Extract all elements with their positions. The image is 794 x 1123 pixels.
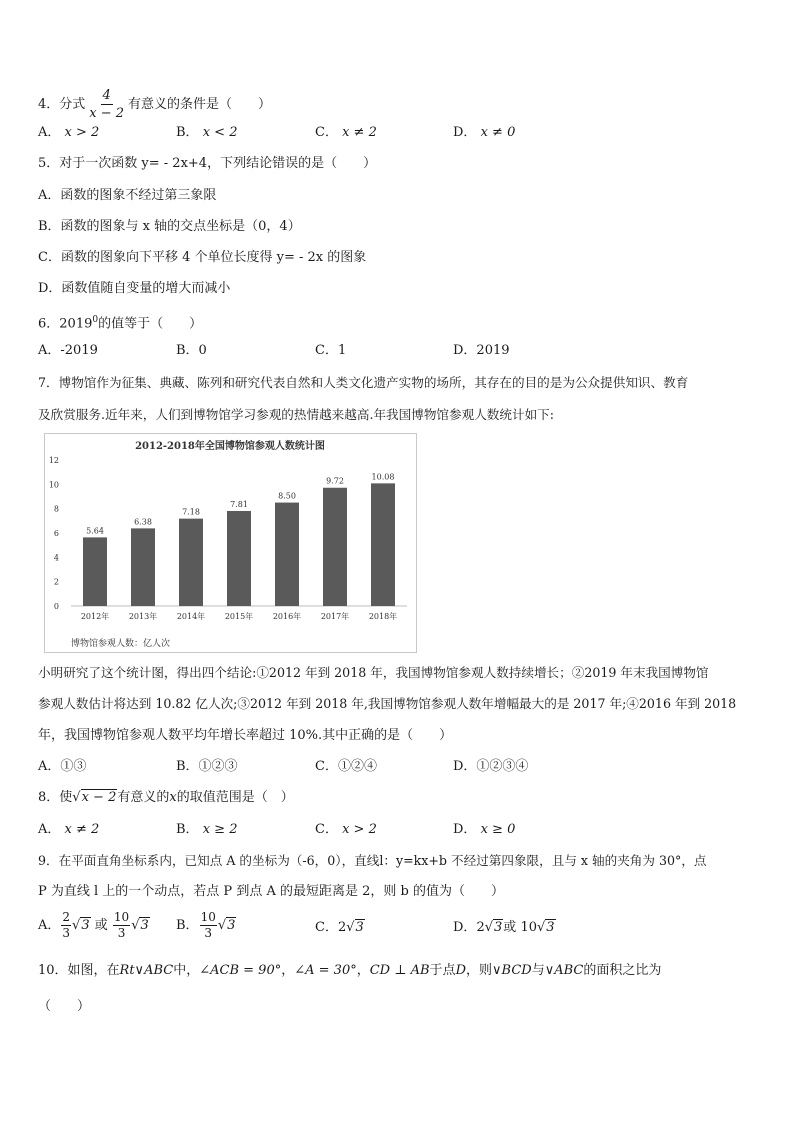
q4-option-b: B． x < 2 bbox=[176, 125, 238, 140]
q8-option-b: B． x ≥ 2 bbox=[176, 822, 238, 837]
bar-value-label: 9.72 bbox=[326, 476, 344, 486]
y-tick-label: 12 bbox=[48, 456, 59, 465]
x-tick-label: 2017年 bbox=[320, 612, 350, 621]
bar bbox=[275, 503, 299, 606]
y-tick-label: 6 bbox=[53, 529, 59, 538]
q4-option-a: A． x > 2 bbox=[38, 125, 100, 140]
y-tick-label: 8 bbox=[53, 504, 59, 514]
q5-option-a: A．函数的图象不经过第三象限 bbox=[38, 188, 217, 203]
museum-visitors-chart bbox=[44, 433, 417, 653]
bar bbox=[227, 511, 251, 606]
q7-stem-line1: 7．博物馆作为征集、典藏、陈列和研究代表自然和人类文化遗产实物的场所，其存在的目的是为公众提供知识、教育 bbox=[38, 375, 689, 390]
q6-option-c: C．1 bbox=[315, 343, 347, 358]
q7-option-d: D．①②③④ bbox=[453, 759, 529, 774]
q9-option-d: D．2√3或 10√3 bbox=[453, 920, 555, 935]
q9-option-b: B． $\frac{10}{3}$ √3 bbox=[176, 910, 236, 940]
x-tick-label: 2018年 bbox=[368, 612, 398, 621]
question-8: 8．使√x − 2有意义的x的取值范围是（ ） bbox=[38, 790, 294, 805]
question-4 bbox=[38, 87, 271, 122]
y-tick-label: 10 bbox=[48, 480, 59, 490]
q6-option-b: B．0 bbox=[176, 343, 207, 358]
q4-option-d: D． x ≠ 0 bbox=[453, 125, 516, 140]
bar bbox=[83, 537, 107, 606]
q7-conclusion-line3: 年，我国博物馆参观人数平均年增长率超过 10%.其中正确的是（ ） bbox=[38, 728, 453, 743]
q5-option-b: B．函数的图象与 x 轴的交点坐标是（0，4） bbox=[38, 219, 301, 234]
x-tick-label: 2016年 bbox=[272, 612, 302, 621]
chart-svg bbox=[45, 434, 416, 652]
bar-value-label: 5.64 bbox=[86, 526, 104, 536]
q10-stem-line1: 10．如图，在Rt∨ABC中，∠ACB = 90°，∠A = 30°，CD ⊥ AB于点D，则∨BCD与∨ABC的面积之比为 bbox=[38, 963, 662, 978]
q7-option-a: A．①③ bbox=[38, 759, 87, 774]
chart-title: 2012-2018年全国博物馆参观人数统计图 bbox=[135, 441, 325, 452]
bar bbox=[179, 519, 203, 606]
q5-stem: 5．对于一次函数 y= - 2x+4，下列结论错误的是（ ） bbox=[38, 156, 377, 171]
q6-option-d: D．2019 bbox=[453, 343, 510, 358]
q8-option-c: C． x > 2 bbox=[315, 822, 377, 837]
y-tick-label: 2 bbox=[53, 577, 59, 587]
bar bbox=[131, 528, 155, 606]
q6-exponent: 0 bbox=[92, 315, 99, 325]
q7-option-c: C．①②④ bbox=[315, 759, 377, 774]
bar-value-label: 7.18 bbox=[182, 507, 200, 517]
q6-option-a: A．-2019 bbox=[38, 343, 98, 358]
q4-suffix: 有意义的条件是（ ） bbox=[128, 97, 272, 112]
bar-value-label: 6.38 bbox=[134, 517, 152, 527]
chart-footnote: 博物馆参观人数：亿人次 bbox=[71, 639, 171, 649]
q6-stem: 6．2019$^0$的值等于（ ） bbox=[38, 315, 203, 332]
q7-stem-line2: 及欣赏服务.近年来，人们到博物馆学习参观的热情越来越高.年我国博物馆参观人数统计如下: bbox=[38, 407, 554, 422]
q4-prefix: 4．分式 bbox=[38, 97, 86, 112]
x-tick-label: 2012年 bbox=[80, 612, 110, 621]
q7-conclusion-line2: 参观人数估计将达到 10.82 亿人次;③2012 年到 2018 年,我国博物馆参观人数年增幅最大的是 2017 年;④2016 年到 2018 bbox=[38, 696, 737, 711]
q7-option-b: B．①②③ bbox=[176, 759, 238, 774]
q5-option-c: C．函数的图象向下平移 4 个单位长度得 y= - 2x 的图象 bbox=[38, 250, 367, 265]
q9-option-a: A． $\frac{2}{3}$ √3 或 $\frac{10}{3}$ √3 bbox=[38, 910, 149, 940]
q7-conclusion-line1: 小明研究了这个统计图，得出四个结论:①2012 年到 2018 年，我国博物馆参观人数持续增长；②2019 年末我国博物馆 bbox=[38, 665, 709, 680]
q4-frac-den: x − 2 bbox=[89, 106, 125, 121]
q4-fraction bbox=[87, 87, 126, 122]
x-tick-label: 2015年 bbox=[224, 612, 254, 621]
q8-radicand: x − 2 bbox=[81, 790, 117, 805]
y-tick-label: 0 bbox=[53, 602, 59, 611]
bar bbox=[371, 483, 395, 606]
q5-option-d: D．函数值随自变量的增大而减小 bbox=[38, 281, 231, 296]
q4-frac-num: 4 bbox=[102, 88, 111, 103]
bar bbox=[323, 488, 347, 606]
bar-value-label: 7.81 bbox=[230, 499, 248, 509]
q8-option-d: D． x ≥ 0 bbox=[453, 822, 516, 837]
q9-option-c: C．2√3 bbox=[315, 920, 364, 935]
y-tick-label: 4 bbox=[53, 553, 59, 563]
q10-stem-line2: （ ） bbox=[38, 999, 91, 1014]
x-tick-label: 2014年 bbox=[176, 612, 206, 621]
bar-value-label: 8.50 bbox=[278, 491, 296, 501]
q9-stem-line1: 9．在平面直角坐标系内，已知点 A 的坐标为（-6，0），直线l：y=kx+b 不经过第四象限，且与 x 轴的夹角为 30°，点 bbox=[38, 853, 707, 868]
x-tick-label: 2013年 bbox=[128, 612, 158, 621]
q9-stem-line2: P 为直线 l 上的一个动点，若点 P 到点 A 的最短距离是 2，则 b 的值为（ ） bbox=[38, 884, 504, 899]
q8-option-a: A． x ≠ 2 bbox=[38, 822, 100, 837]
q4-option-c: C． x ≠ 2 bbox=[315, 125, 377, 140]
bar-value-label: 10.08 bbox=[371, 472, 395, 482]
